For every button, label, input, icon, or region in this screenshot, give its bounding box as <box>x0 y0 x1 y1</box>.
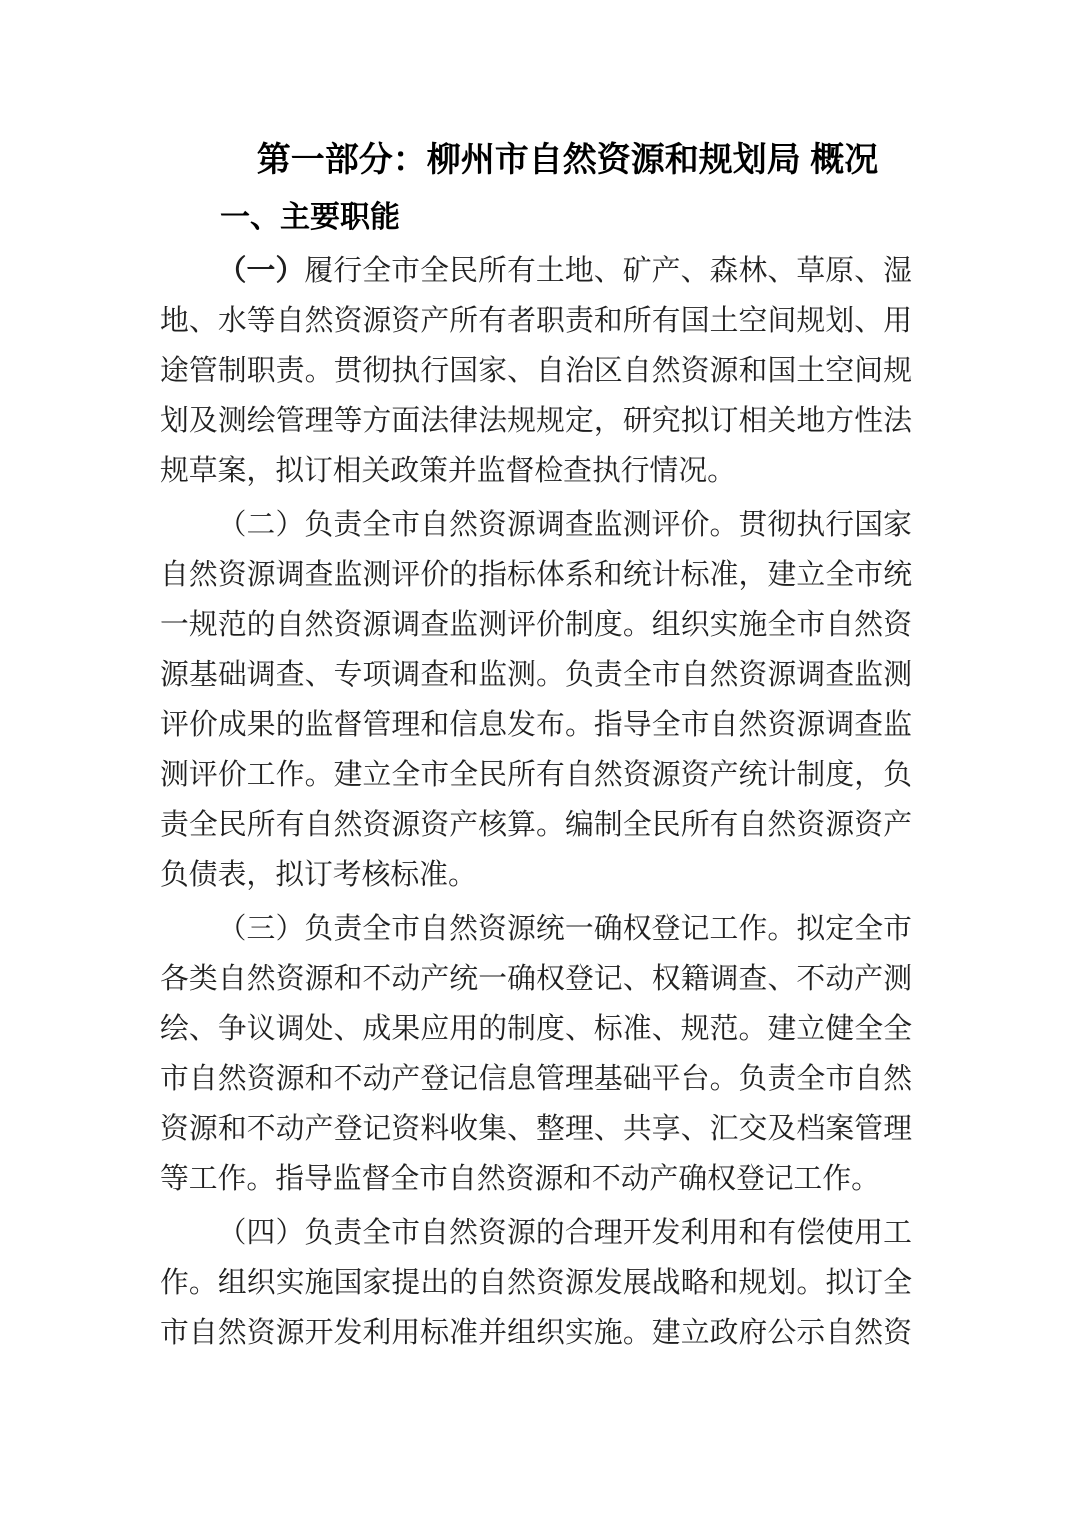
text-line: （二）负责全市自然资源调查监测评价。贯彻执行国家 <box>217 509 912 541</box>
text-line: 一规范的自然资源调查监测评价制度。组织实施全市自然资 <box>160 609 912 641</box>
text-line: （一）履行全市全民所有土地、矿产、森林、草原、湿 <box>217 255 912 287</box>
text-line: 作。组织实施国家提出的自然资源发展战略和规划。拟订全 <box>160 1267 912 1299</box>
section-heading: 一、主要职能 <box>220 201 400 234</box>
paragraph-lead: （四） <box>217 1217 305 1249</box>
paragraph-lead: （三） <box>217 913 305 945</box>
text-line: 源基础调查、专项调查和监测。负责全市自然资源调查监测 <box>160 659 912 691</box>
text-line: 测评价工作。建立全市全民所有自然资源资产统计制度，负 <box>160 759 912 791</box>
text-line: 资源和不动产登记资料收集、整理、共享、汇交及档案管理 <box>160 1113 912 1145</box>
text-line: 途管制职责。贯彻执行国家、自治区自然资源和国土空间规 <box>160 355 912 387</box>
text-line: 自然资源调查监测评价的指标体系和统计标准，建立全市统 <box>160 559 912 591</box>
text-line: 市自然资源和不动产登记信息管理基础平台。负责全市自然 <box>160 1063 912 1095</box>
text-line: （四）负责全市自然资源的合理开发利用和有偿使用工 <box>217 1217 912 1249</box>
text-line: 划及测绘管理等方面法律法规规定，研究拟订相关地方性法 <box>160 405 912 437</box>
text-line: 等工作。指导监督全市自然资源和不动产确权登记工作。 <box>160 1163 880 1195</box>
paragraph <box>160 500 912 900</box>
text-line: 负债表，拟订考核标准。 <box>160 859 477 891</box>
document-title: 第一部分：柳州市自然资源和规划局 概况 <box>256 141 879 179</box>
text-line: 评价成果的监督管理和信息发布。指导全市自然资源调查监 <box>160 709 912 741</box>
text-line: 责全民所有自然资源资产核算。编制全民所有自然资源资产 <box>160 809 912 841</box>
text-line: 地、水等自然资源资产所有者职责和所有国土空间规划、用 <box>160 305 912 337</box>
text-line: （三）负责全市自然资源统一确权登记工作。拟定全市 <box>217 913 912 945</box>
document-body <box>160 246 912 1358</box>
text-line: 各类自然资源和不动产统一确权登记、权籍调查、不动产测 <box>160 963 912 995</box>
paragraph <box>160 904 912 1204</box>
paragraph-lead: （一） <box>217 255 305 287</box>
paragraph <box>160 1208 912 1358</box>
paragraph <box>160 246 912 496</box>
text-line: 规草案，拟订相关政策并监督检查执行情况。 <box>160 455 736 487</box>
text-line: 市自然资源开发利用标准并组织实施。建立政府公示自然资 <box>160 1317 912 1349</box>
text-line: 绘、争议调处、成果应用的制度、标准、规范。建立健全全 <box>160 1013 912 1045</box>
paragraph-lead: （二） <box>217 509 305 541</box>
